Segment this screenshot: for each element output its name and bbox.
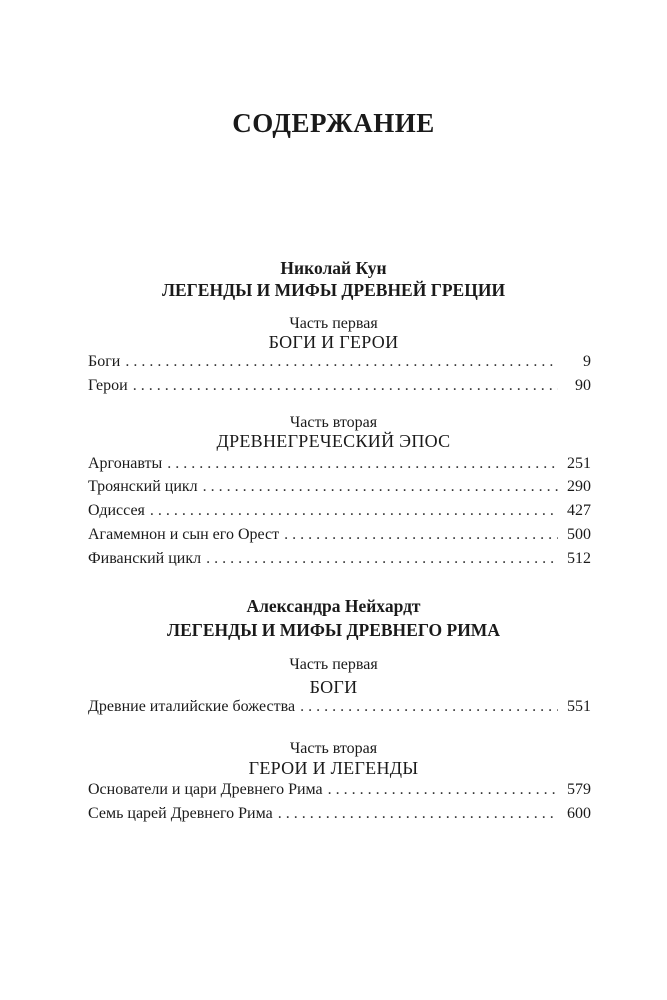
leader-dots xyxy=(328,781,558,799)
part-label: Часть первая xyxy=(289,656,378,673)
book-author: Николай Кун xyxy=(280,258,387,278)
toc-entry[interactable] xyxy=(88,478,591,496)
toc-entry-page: 251 xyxy=(567,455,591,472)
toc-entry[interactable] xyxy=(88,502,591,520)
toc-entry-page: 290 xyxy=(567,478,591,495)
toc-entry-label: Аргонавты xyxy=(88,455,163,472)
toc-entry-page: 512 xyxy=(567,550,591,567)
leader-dots xyxy=(206,550,558,568)
toc-entry-page: 500 xyxy=(567,526,591,543)
toc-entry-label: Фиванский цикл xyxy=(88,550,202,567)
page-title: СОДЕРЖАНИЕ xyxy=(232,108,435,138)
toc-entry[interactable] xyxy=(88,781,591,799)
toc-entry[interactable] xyxy=(88,526,591,544)
leader-dots xyxy=(203,478,558,496)
book-title: ЛЕГЕНДЫ И МИФЫ ДРЕВНЕЙ ГРЕЦИИ xyxy=(161,280,506,300)
book-author: Александра Нейхардт xyxy=(246,596,421,616)
part-title: БОГИ xyxy=(309,677,358,697)
toc-entry-label: Основатели и цари Древнего Рима xyxy=(88,781,323,798)
leader-dots xyxy=(150,502,558,520)
toc-entry-label: Одиссея xyxy=(88,502,145,519)
toc-entry-page: 427 xyxy=(567,502,591,519)
toc-entry[interactable] xyxy=(88,353,591,371)
leader-dots xyxy=(167,455,558,473)
book-title: ЛЕГЕНДЫ И МИФЫ ДРЕВНЕГО РИМА xyxy=(167,620,500,640)
toc-entry-label: Герои xyxy=(88,377,128,394)
toc-entry-label: Древние италийские божества xyxy=(88,698,296,715)
toc-entry[interactable] xyxy=(88,698,591,716)
leader-dots xyxy=(284,526,558,544)
leader-dots xyxy=(278,805,558,823)
toc-entry-page: 600 xyxy=(567,805,591,822)
toc-entry-page: 90 xyxy=(575,377,591,394)
toc-entry-page: 9 xyxy=(583,353,591,370)
leader-dots xyxy=(300,698,558,716)
toc-entry-label: Боги xyxy=(88,353,121,370)
part-label: Часть вторая xyxy=(289,414,378,431)
toc-entry-page: 579 xyxy=(567,781,591,798)
toc-entry-label: Троянский цикл xyxy=(88,478,198,495)
toc-entry[interactable] xyxy=(88,377,591,395)
leader-dots xyxy=(125,353,558,371)
part-label: Часть первая xyxy=(289,315,378,332)
part-title: ГЕРОИ И ЛЕГЕНДЫ xyxy=(248,758,419,778)
part-title: ДРЕВНЕГРЕЧЕСКИЙ ЭПОС xyxy=(216,431,451,451)
toc-entry[interactable] xyxy=(88,455,591,473)
part-label: Часть вторая xyxy=(289,740,378,757)
toc-entry-label: Семь царей Древнего Рима xyxy=(88,805,273,822)
part-title: БОГИ И ГЕРОИ xyxy=(268,332,399,352)
toc-entry[interactable] xyxy=(88,550,591,568)
leader-dots xyxy=(133,377,558,395)
toc-entry[interactable] xyxy=(88,805,591,823)
toc-entry-label: Агамемнон и сын его Орест xyxy=(88,526,280,543)
toc-entry-page: 551 xyxy=(567,698,591,715)
